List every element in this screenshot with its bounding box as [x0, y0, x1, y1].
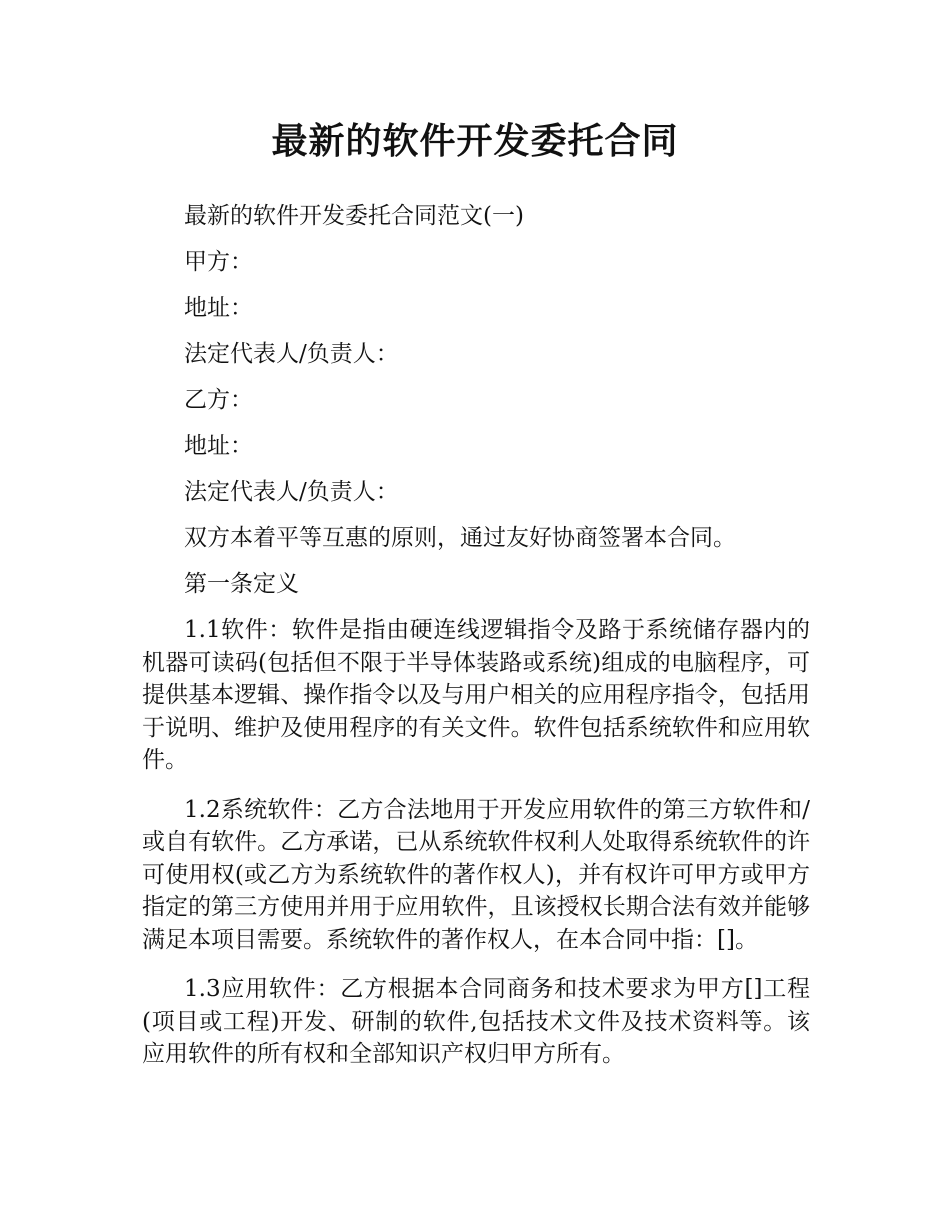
party-b-address-label: 地址：: [184, 433, 253, 459]
party-a-address-label: 地址：: [184, 295, 253, 321]
agreement-statement: 双方本着平等互惠的原则，通过友好协商签署本合同。: [184, 525, 736, 551]
section-heading: 第一条定义: [184, 571, 299, 597]
clause-1-2: 1.2系统软件：乙方合法地用于开发应用软件的第三方软件和/或自有软件。乙方承诺，已从系统软件权利人处取得系统软件的许可使用权(或乙方为系统软件的著作权人)，并有权许可甲方或甲方指定的第三方使用并用于应用软件，且该授权长期合法有效并能够满足本项目需要。系统软件的著作权人，在本合同中指：[]。: [142, 796, 810, 953]
document-title: 最新的软件开发委托合同: [271, 121, 679, 162]
document-body: [142, 200, 810, 1088]
clause-1-1: 1.1软件：软件是指由硬连线逻辑指令及路于系统储存器内的机器可读码(包括但不限于半导体装路或系统)组成的电脑程序，可提供基本逻辑、操作指令以及与用户相关的应用程序指令，包括用于说明、维护及使用程序的有关文件。软件包括系统软件和应用软件。: [142, 617, 810, 773]
subtitle-line: 最新的软件开发委托合同范文(一): [184, 203, 524, 229]
party-b-representative-label: 法定代表人/负责人：: [184, 479, 399, 505]
party-a-label: 甲方：: [184, 249, 253, 275]
party-a-representative-label: 法定代表人/负责人：: [184, 341, 399, 367]
party-b-label: 乙方：: [184, 387, 253, 413]
clause-1-3: 1.3应用软件：乙方根据本合同商务和技术要求为甲方[]工程(项目或工程)开发、研制的软件,包括技术文件及技术资料等。该应用软件的所有权和全部知识产权归甲方所有。: [142, 976, 810, 1067]
